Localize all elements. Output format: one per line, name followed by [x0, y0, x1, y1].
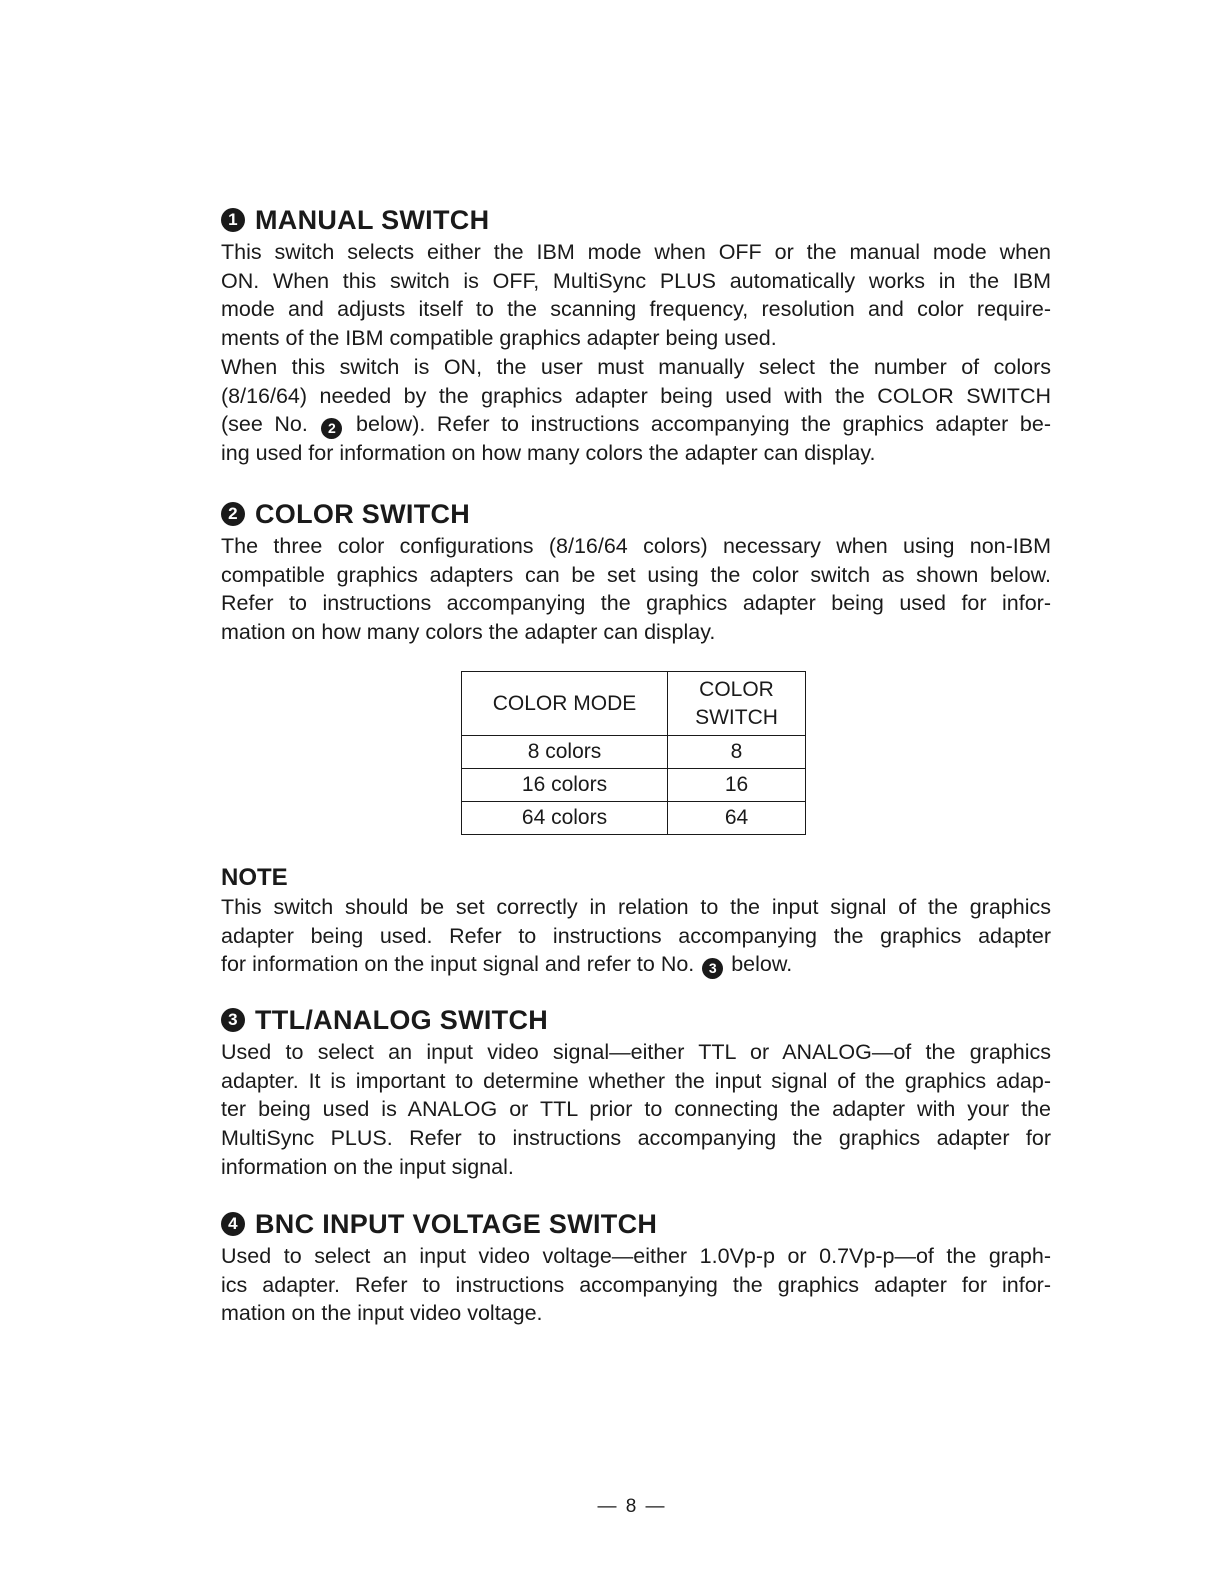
section-body: [221, 1242, 1051, 1328]
table-cell: 8: [668, 736, 806, 769]
color-mode-table: [461, 671, 806, 835]
body-line: mode and adjusts itself to the scanning frequency, resolution and color require-: [221, 297, 1051, 322]
section-body: [221, 532, 1051, 647]
body-text: (see No.: [221, 412, 320, 437]
table-row: [462, 769, 806, 802]
table-header-row: [462, 672, 806, 736]
section-heading: [221, 1206, 1051, 1242]
number-badge-icon: 1: [221, 208, 245, 232]
section-heading: [221, 496, 1051, 532]
number-badge-icon: 3: [221, 1008, 245, 1032]
table-header-cell: COLOR MODE: [462, 672, 668, 736]
body-line: adapter. It is important to determine whether the input signal of the graphics adap-: [221, 1068, 1051, 1093]
number-badge-icon: 2: [221, 502, 245, 526]
section-title: BNC INPUT VOLTAGE SWITCH: [255, 1209, 658, 1239]
section-bnc-input-voltage-switch: [221, 1206, 1051, 1328]
body-line: adapter being used. Refer to instructions accompanying the graphics adapter: [221, 923, 1051, 948]
body-line: mation on how many colors the adapter can display.: [221, 620, 716, 645]
body-text: below.: [725, 952, 793, 977]
table-row: [462, 736, 806, 769]
section-body: [221, 1038, 1051, 1182]
body-line: [221, 410, 1051, 439]
note-body: [221, 893, 1051, 979]
body-line: ter being used is ANALOG or TTL prior to connecting the adapter with your the: [221, 1097, 1051, 1122]
body-text: for information on the input signal and refer to No.: [221, 952, 701, 977]
body-line: MultiSync PLUS. Refer to instructions accompanying the graphics adapter for: [221, 1126, 1051, 1151]
body-line: When this switch is ON, the user must manually select the number of colors: [221, 354, 1051, 379]
table-header-cell: [668, 672, 806, 736]
section-title: TTL/ANALOG SWITCH: [255, 1005, 549, 1035]
section-color-switch: [221, 496, 1051, 647]
section-heading: [221, 202, 1051, 238]
body-line: The three color configurations (8/16/64 colors) necessary when using non-IBM: [221, 534, 1051, 558]
table-cell: 64 colors: [462, 802, 668, 835]
table-cell: 8 colors: [462, 736, 668, 769]
body-line: information on the input signal.: [221, 1154, 514, 1179]
table-cell: 16: [668, 769, 806, 802]
body-line: This switch should be set correctly in relation to the input signal of the graphics: [221, 895, 1051, 919]
header-text: COLOR: [699, 677, 774, 701]
table-row: [462, 802, 806, 835]
body-line: ing used for information on how many colors the adapter can display.: [221, 441, 876, 466]
section-heading: [221, 1002, 1051, 1038]
body-line: Used to select an input video signal—either TTL or ANALOG—of the graphics: [221, 1040, 1051, 1064]
body-line: Refer to instructions accompanying the graphics adapter being used for infor-: [221, 591, 1051, 616]
reference-badge-icon: 2: [321, 418, 342, 439]
body-line: Used to select an input video voltage—either 1.0Vp-p or 0.7Vp-p—of the graph-: [221, 1244, 1051, 1268]
section-body: [221, 238, 1051, 468]
note-block: [221, 863, 1051, 979]
header-text: SWITCH: [695, 705, 778, 729]
body-line: ics adapter. Refer to instructions accompanying the graphics adapter for infor-: [221, 1272, 1051, 1297]
number-badge-icon: 4: [221, 1212, 245, 1236]
section-ttl-analog-switch: [221, 1002, 1051, 1182]
reference-badge-icon: 3: [702, 958, 723, 979]
body-line: compatible graphics adapters can be set using the color switch as shown below.: [221, 562, 1051, 587]
section-title: COLOR SWITCH: [255, 499, 471, 529]
table-cell: 16 colors: [462, 769, 668, 802]
body-line: mation on the input video voltage.: [221, 1301, 543, 1326]
body-line: (8/16/64) needed by the graphics adapter being used with the COLOR SWITCH: [221, 383, 1051, 408]
body-line: This switch selects either the IBM mode when OFF or the manual mode when: [221, 240, 1051, 264]
body-text: below). Refer to instructions accompanying the graphics adapter be-: [344, 412, 1051, 437]
section-manual-switch: [221, 202, 1051, 468]
body-line: ments of the IBM compatible graphics adapter being used.: [221, 326, 777, 351]
body-line: [221, 950, 1051, 979]
note-title: NOTE: [221, 864, 288, 891]
section-title: MANUAL SWITCH: [255, 205, 490, 235]
page-number: — 8 —: [597, 1496, 667, 1517]
table-cell: 64: [668, 802, 806, 835]
body-line: ON. When this switch is OFF, MultiSync PLUS automatically works in the IBM: [221, 268, 1051, 293]
